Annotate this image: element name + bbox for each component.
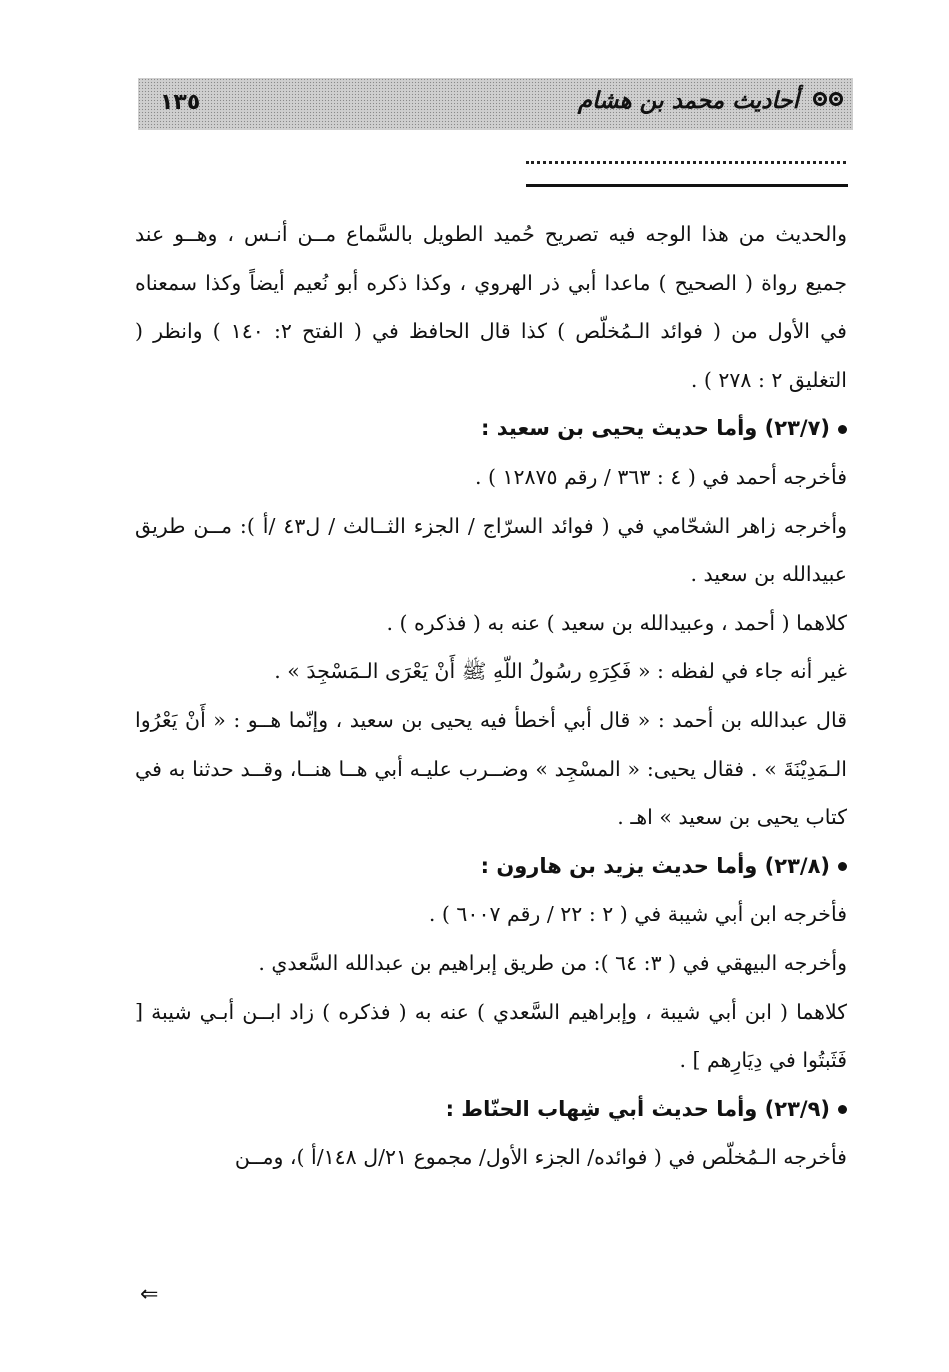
bullet-icon	[838, 425, 847, 434]
solid-divider	[526, 184, 848, 187]
paragraph: فأخرجه الـمُخلّص في ( فوائده/ الجزء الأول/ مجموع ٢١/ل ١٤٨/أ )، ومــن	[234, 1145, 847, 1170]
paragraph: قال عبدالله بن أحمد : « قال أبي أخطأ فيه يحيى بن سعيد ، وإنّما هــو : « أَنْ يَعْرُوا الـمَدِيْنَةَ » . فقال يحيى: « المسْجِد » وضــرب عليـه أبي هــا هنــا، وقــد حدثنا به في كتاب يحيى بن سعيد » اهـ .	[135, 707, 847, 830]
section-heading	[135, 404, 847, 453]
paragraph: كلاهما ( ابن أبي شيبة ، وإبراهيم السَّعدي ) عنه به ( فذكره ) زاد ابــن أبـي شيبة [ فَثَبتُوا في دِيَارِهم ] .	[135, 999, 847, 1073]
paragraph: والحديث من هذا الوجه فيه تصريح حُميد الطويل بالسَّماع مــن أنـس ، وهــو عند جميع رواة ( الصحيح ) ماعدا أبي ذر الهروي ، وكذا ذكره أبو نُعيم أيضاً وكذا سمعناه في الأول من ( فوائد الـمُخلّص ) كذا قال الحافظ في ( الفتح ٢: ١٤٠ ) وانظر ( التغليق ٢ : ٢٧٨ ) .	[135, 222, 847, 392]
continue-arrow-icon: ⇐	[140, 1282, 159, 1307]
section-heading-text: (٢٣/٩) وأما حديث أبي شِهاب الحنّاط :	[445, 1096, 830, 1121]
header-ornament-icon	[813, 92, 843, 106]
header-title: أحاديث محمد بن هشام	[577, 88, 799, 114]
section-heading	[135, 1085, 847, 1134]
section-heading	[135, 842, 847, 891]
paragraph: فأخرجه ابن أبي شيبة في ( ٢ : ٢٢ / رقم ٦٠٠٧ ) .	[428, 902, 847, 927]
paragraph: وأخرجه البيهقي في ( ٣: ٦٤ ): من طريق إبراهيم بن عبدالله السَّعدي .	[258, 950, 847, 975]
section-heading-text: (٢٣/٨) وأما حديث يزيد بن هارون :	[480, 853, 830, 878]
paragraph: فأخرجه أحمد في ( ٤ : ٣٦٣ / رقم ١٢٨٧٥ ) .	[474, 464, 847, 489]
page-number: ١٣٥	[160, 90, 201, 115]
paragraph: كلاهما ( أحمد ، وعبيدالله بن سعيد ) عنه به ( فذكره ) .	[386, 610, 847, 635]
bullet-icon	[838, 862, 847, 871]
bullet-icon	[838, 1105, 847, 1114]
section-heading-text: (٢٣/٧) وأما حديث يحيى بن سعيد :	[481, 416, 830, 441]
dotted-divider	[526, 161, 846, 164]
paragraph: غير أنه جاء في لفظه : « فَكِرَهِ رسُولُ اللّهِ ﷺ أَنْ يَعْرَى الـمَسْجِدَ » .	[274, 659, 847, 684]
running-header	[138, 78, 853, 130]
paragraph: وأخرجه زاهر الشحّامي في ( فوائد السرّاج / الجزء الثــالث / ل٤٣ /أ ): مــن طريق عبيدالله بن سعيد .	[135, 513, 847, 587]
body-text	[135, 210, 847, 1182]
